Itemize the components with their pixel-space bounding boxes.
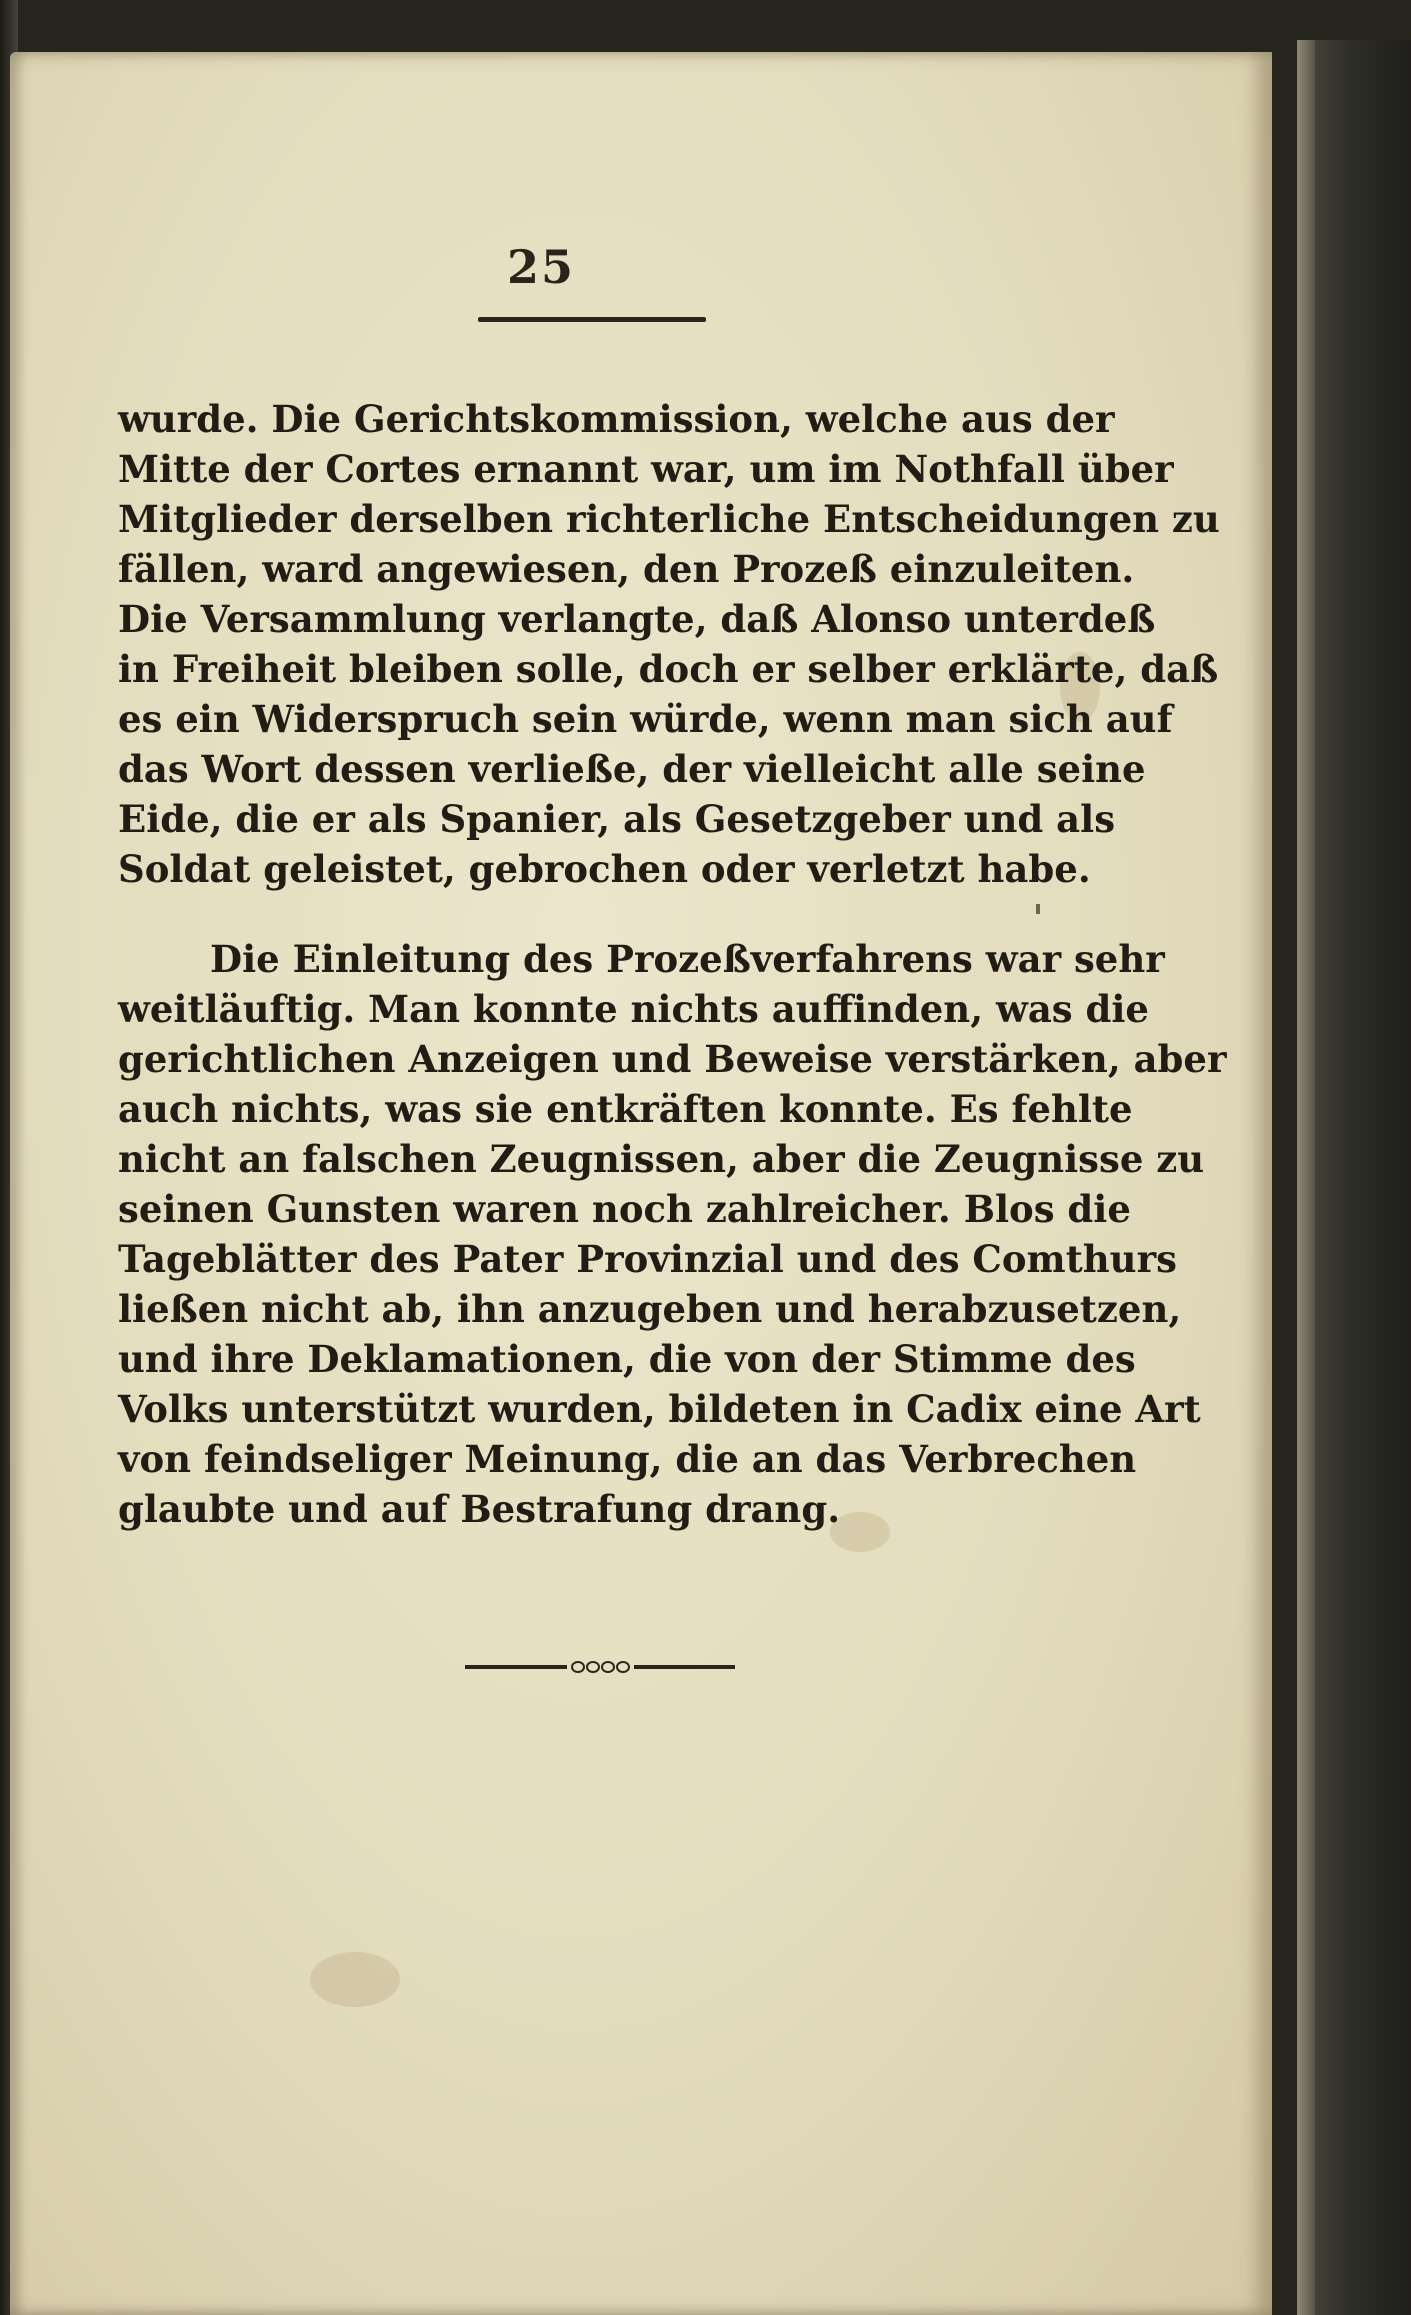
text-line: weitläuftig. Man konnte nichts auffinden, was die [118,987,1149,1031]
text-line: fällen, ward angewiesen, den Prozeß einzuleiten. [118,547,1135,591]
paper-page [10,52,1272,2315]
ornament-ring [571,1661,585,1673]
text-line: nicht an falschen Zeugnissen, aber die Zeugnisse zu [118,1137,1205,1181]
text-line: Die Einleitung des Prozeßverfahrens war sehr [210,937,1165,981]
text-line: seinen Gunsten waren noch zahlreicher. Blos die [118,1187,1131,1231]
text-line: und ihre Deklamationen, die von der Stimme des [118,1337,1136,1381]
text-line: Eide, die er als Spanier, als Gesetzgeber und als [118,797,1116,841]
page-edge-stack [1297,40,1315,2315]
end-ornament [465,1655,735,1679]
text-line: glaubte und auf Bestrafung drang. [118,1487,841,1531]
foxing-spot [310,1952,400,2007]
paragraph-1 [118,394,1220,894]
ornament-ring [586,1661,600,1673]
ornament-ring [601,1661,615,1673]
text-line: in Freiheit bleiben solle, doch er selber erklärte, daß [118,647,1219,691]
ornament-line-right [634,1665,736,1669]
dust-mark [1036,904,1040,914]
text-line: ließen nicht ab, ihn anzugeben und herabzusetzen, [118,1287,1182,1331]
text-line: wurde. Die Gerichtskommission, welche aus der [118,397,1115,441]
body-text [118,394,1227,1534]
text-line: gerichtlichen Anzeigen und Beweise verstärken, aber [118,1037,1227,1081]
header-rule [478,317,706,322]
text-line: es ein Widerspruch sein würde, wenn man sich auf [118,697,1173,741]
book-cover-board [1301,40,1411,2315]
text-line: von feindseliger Meinung, die an das Verbrechen [118,1437,1137,1481]
text-line: Mitte der Cortes ernannt war, um im Nothfall über [118,447,1174,491]
text-line: Die Versammlung verlangte, daß Alonso unterdeß [118,597,1156,641]
text-line: Soldat geleistet, gebrochen oder verletzt habe. [118,847,1091,891]
text-line: Mitglieder derselben richterliche Entscheidungen zu [118,497,1220,541]
ornament-ring [616,1661,630,1673]
ornament-line-left [465,1665,567,1669]
text-line: Volks unterstützt wurden, bildeten in Cadix eine Art [118,1387,1201,1431]
page-number: 25 [506,240,575,294]
paragraph-2 [118,934,1227,1534]
text-line: Tageblätter des Pater Provinzial und des Comthurs [118,1237,1177,1281]
ornament-rings [567,1661,634,1673]
text-line: das Wort dessen verließe, der vielleicht alle seine [118,747,1146,791]
paragraph-gap [118,894,1076,934]
text-line: auch nichts, was sie entkräften konnte. Es fehlte [118,1087,1133,1131]
